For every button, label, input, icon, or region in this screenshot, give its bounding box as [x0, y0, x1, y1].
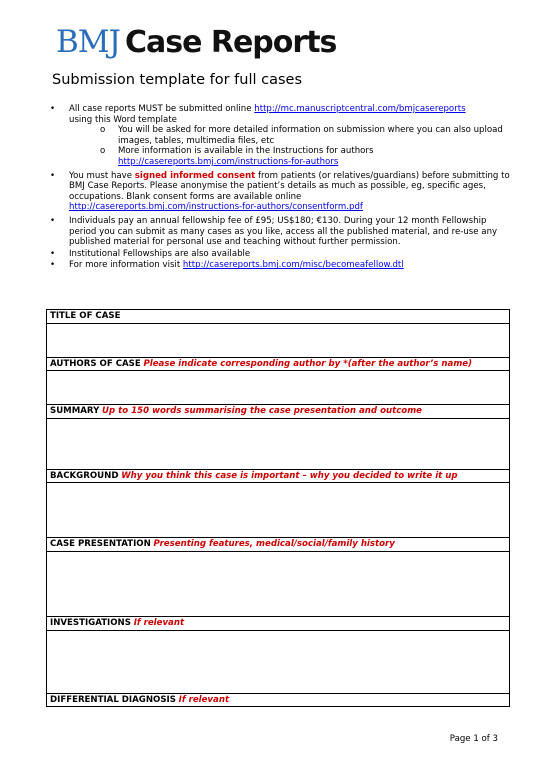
section-header-summary: SUMMARY Up to 150 words summarising the case presentation and outcome — [47, 405, 510, 419]
section-input-row — [47, 371, 510, 405]
bullet-text: Institutional Fellowships are also available — [69, 248, 251, 259]
bullet-icon: • — [50, 170, 56, 181]
section-header-background: BACKGROUND Why you think this case is important – why you decided to write it up — [47, 469, 510, 483]
bullet-text: All case reports MUST be submitted online — [69, 104, 255, 114]
section-header-row — [47, 310, 510, 324]
bullet-icon: • — [50, 215, 56, 226]
bmj-case-reports-logo — [56, 24, 336, 66]
page-number: Page 1 of 3 — [449, 734, 498, 744]
section-header-title: TITLE OF CASE — [47, 310, 510, 324]
section-input-row — [47, 630, 510, 693]
background-field[interactable] — [47, 483, 510, 538]
fellowship-link[interactable]: http://casereports.bmj.com/misc/becomeafellow.dtl — [182, 260, 404, 271]
bullet-icon: • — [50, 248, 56, 259]
case-submission-form — [46, 309, 510, 707]
bullet-text: For more information visit — [69, 260, 183, 271]
bullet-text: Individuals pay an annual fellowship fee of £95; US$180; €130. During your 12 month Fellowship period you can submit as many cases as you like, access all the published material, and re-use any published material for personal use and teaching without further permission. — [69, 215, 498, 248]
section-header-row — [47, 693, 510, 707]
logo-brand: BMJ — [56, 24, 120, 60]
sub-bullet-icon: o — [100, 146, 106, 157]
section-header-row — [47, 357, 510, 371]
instructions-list — [50, 104, 510, 272]
submission-link[interactable]: http://mc.manuscriptcentral.com/bmjcasereports — [254, 104, 466, 114]
section-input-row — [47, 418, 510, 469]
bullet-consent — [50, 171, 510, 213]
case-presentation-field[interactable] — [47, 551, 510, 616]
section-header-differential-diagnosis: DIFFERENTIAL DIAGNOSIS If relevant — [47, 693, 510, 707]
section-header-row — [47, 538, 510, 552]
bullet-text: You must have — [69, 170, 135, 181]
authors-field[interactable] — [47, 371, 510, 405]
bullet-more-info — [50, 260, 510, 271]
bullet-submit-online — [50, 104, 510, 168]
section-header-case-presentation: CASE PRESENTATION Presenting features, medical/social/family history — [47, 538, 510, 552]
bullet-text: from patients (or relatives/guardians) before submitting to BMJ Case Reports. Please anonymise the patient’s details as much as possible, eg, specific ages, occupations. Blank consent forms are available online — [69, 170, 510, 202]
section-input-row — [47, 483, 510, 538]
page-title: Submission template for full cases — [52, 72, 303, 88]
section-header-row — [47, 469, 510, 483]
bullet-icon: • — [50, 260, 56, 271]
consent-form-link[interactable]: http://casereports.bmj.com/instructions-for-authors/consentform.pdf — [69, 202, 363, 213]
investigations-field[interactable] — [47, 630, 510, 693]
summary-field[interactable] — [47, 418, 510, 469]
section-header-row — [47, 405, 510, 419]
title-of-case-field[interactable] — [47, 323, 510, 357]
section-input-row — [47, 551, 510, 616]
sub-bullet-instructions — [50, 146, 510, 167]
sub-bullet-details — [50, 125, 510, 146]
instructions-link[interactable]: http://casereports.bmj.com/instructions-for-authors — [118, 156, 339, 167]
sub-bullet-text: You will be asked for more detailed information on submission where you can also upload images, tables, multimedia files, etc — [118, 125, 503, 146]
section-input-row — [47, 323, 510, 357]
bullet-text-tail: using this Word template — [69, 114, 177, 125]
sub-bullet-icon: o — [100, 125, 106, 136]
logo-product: Case Reports — [124, 25, 337, 60]
sub-bullet-text: More information is available in the Instructions for authors — [118, 146, 374, 157]
bullet-institutional — [50, 249, 510, 260]
consent-emphasis: signed informed consent — [134, 170, 256, 181]
section-header-row — [47, 616, 510, 630]
bullet-icon: • — [50, 104, 56, 114]
bullet-fellowship-fee — [50, 216, 510, 248]
section-header-investigations: INVESTIGATIONS If relevant — [47, 616, 510, 630]
section-header-authors: AUTHORS OF CASE Please indicate corresponding author by *(after the author’s name) — [47, 357, 510, 371]
